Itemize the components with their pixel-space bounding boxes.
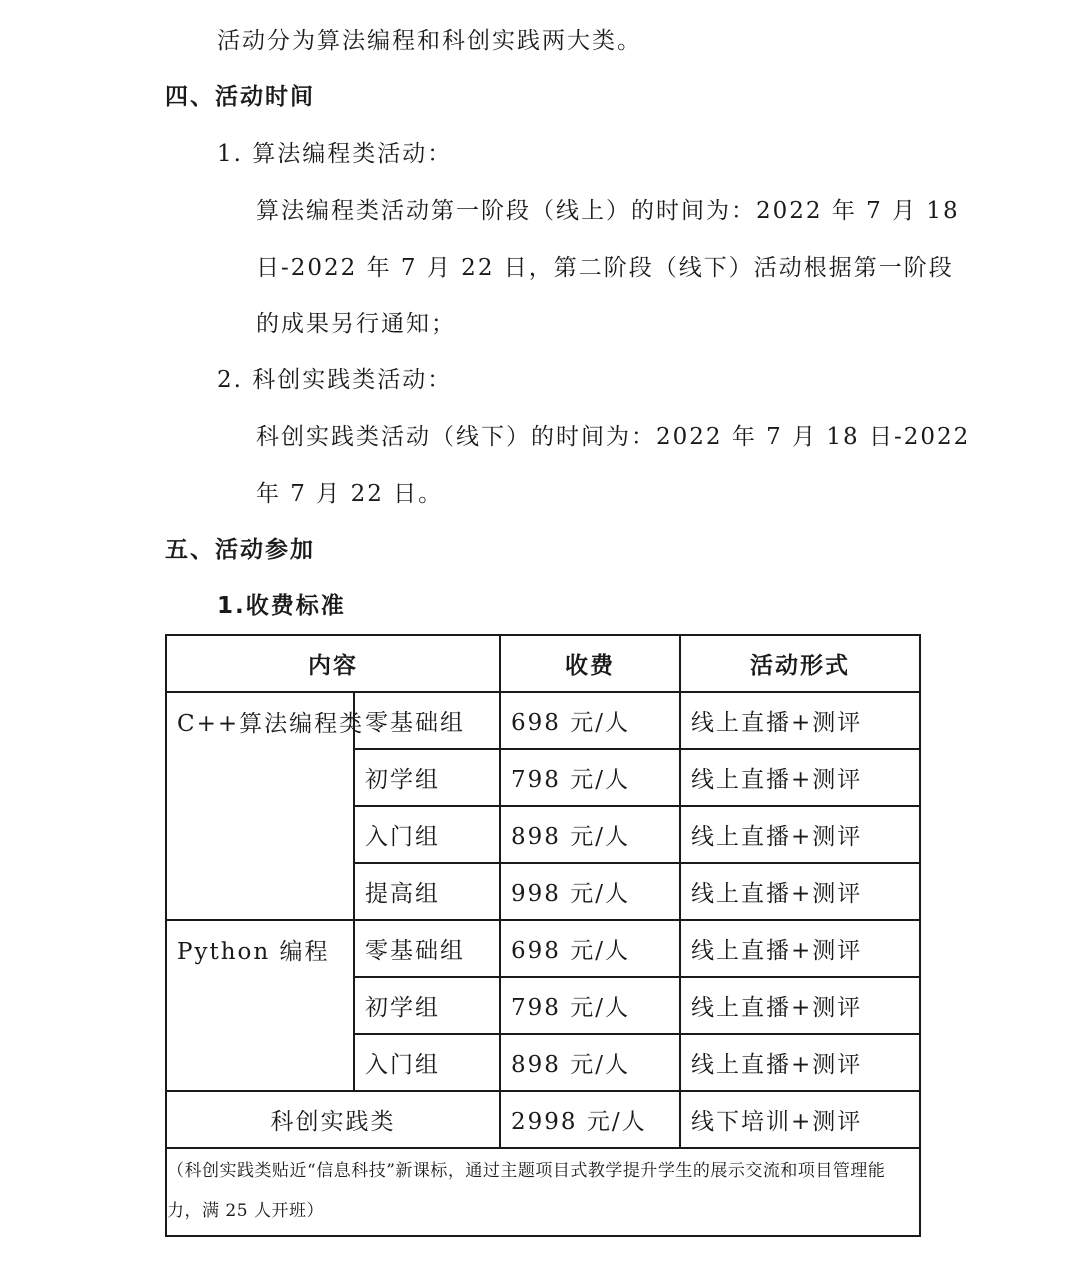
fee-cell: 2998 元/人 [500,1091,680,1148]
fee-cell: 998 元/人 [500,863,680,920]
group-cell: 入门组 [354,806,500,863]
format-cell: 线上直播+测评 [680,806,920,863]
format-cell: 线上直播+测评 [680,977,920,1034]
header-fee: 收费 [500,635,680,692]
header-content: 内容 [166,635,500,692]
group-cell: 零基础组 [354,692,500,749]
header-format: 活动形式 [680,635,920,692]
section-heading-activity-time: 四、活动时间 [165,84,315,110]
section-heading-participation: 五、活动参加 [165,537,315,563]
subsection-heading-fee-standard: 1.收费标准 [217,593,346,619]
category-python: Python 编程 [166,920,354,1091]
format-cell: 线上直播+测评 [680,1034,920,1091]
format-cell: 线上直播+测评 [680,692,920,749]
category-cpp: C++算法编程类 [166,692,354,920]
format-cell: 线上直播+测评 [680,863,920,920]
table-header-row [166,635,920,692]
table-row-practice [166,1091,920,1148]
fee-cell: 898 元/人 [500,806,680,863]
table-note: （科创实践类贴近“信息科技”新课标，通过主题项目式教学提升学生的展示交流和项目管理能力，满 25 人开班） [166,1148,920,1236]
fee-cell: 798 元/人 [500,749,680,806]
table-row [166,920,920,977]
body-text-practice-line-1: 科创实践类活动（线下）的时间为：2022 年 7 月 18 日-2022 [256,424,971,450]
body-text-algorithm-line-3: 的成果另行通知； [256,311,456,337]
body-text-practice-line-2: 年 7 月 22 日。 [256,481,444,507]
group-cell: 入门组 [354,1034,500,1091]
group-cell: 初学组 [354,749,500,806]
group-cell: 零基础组 [354,920,500,977]
list-item-practice-title: 2. 科创实践类活动： [217,367,453,393]
table-note-row [166,1148,920,1236]
format-cell: 线上直播+测评 [680,749,920,806]
list-item-algorithm-title: 1. 算法编程类活动： [217,141,453,167]
body-text-activity-categories: 活动分为算法编程和科创实践两大类。 [217,28,642,54]
group-cell: 提高组 [354,863,500,920]
fee-cell: 898 元/人 [500,1034,680,1091]
table-row [166,692,920,749]
fee-cell: 698 元/人 [500,692,680,749]
fee-cell: 798 元/人 [500,977,680,1034]
group-cell: 初学组 [354,977,500,1034]
fee-table [165,634,921,1237]
body-text-algorithm-line-1: 算法编程类活动第一阶段（线上）的时间为：2022 年 7 月 18 [256,198,960,224]
fee-cell: 698 元/人 [500,920,680,977]
category-practice: 科创实践类 [166,1091,500,1148]
body-text-algorithm-line-2: 日-2022 年 7 月 22 日，第二阶段（线下）活动根据第一阶段 [256,255,954,281]
format-cell: 线下培训+测评 [680,1091,920,1148]
format-cell: 线上直播+测评 [680,920,920,977]
